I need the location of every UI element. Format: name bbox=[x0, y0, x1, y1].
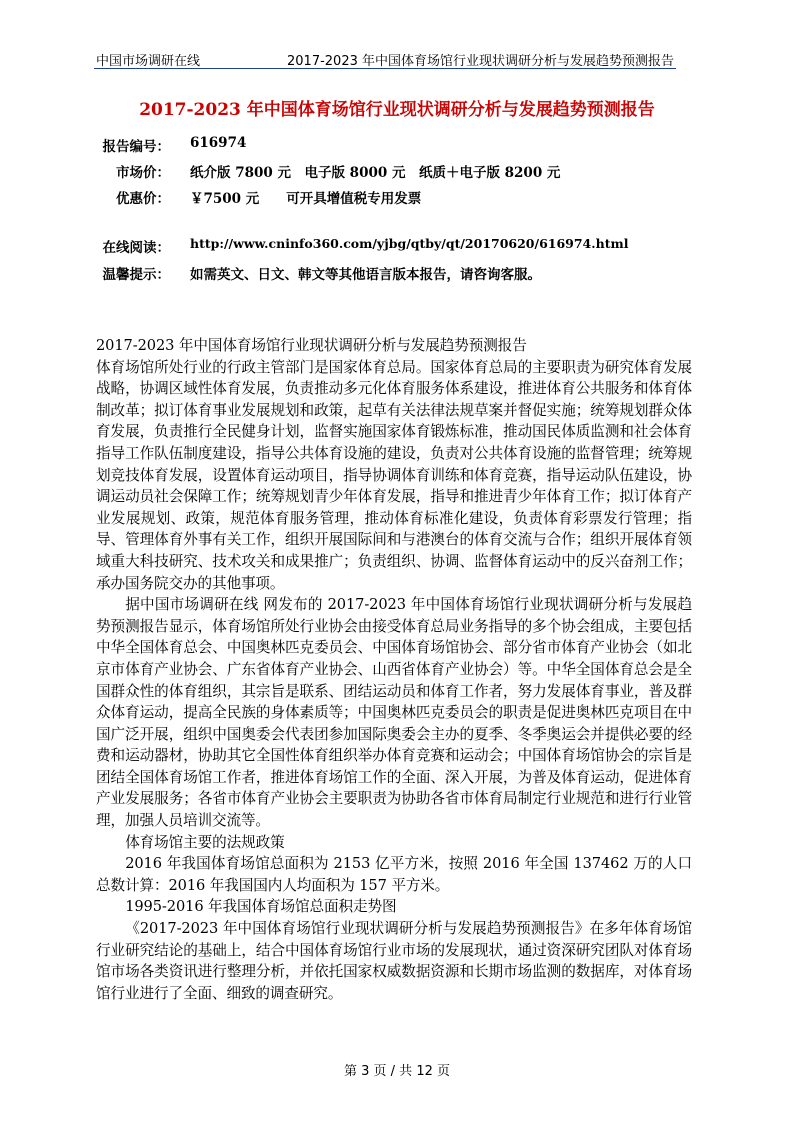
paragraph-area-stats: 2016 年我国体育场馆总面积为 2153 亿平方米，按照 2016 年全国 137462 万的人口总数计算：2016 年我国国内人均面积为 157 平方米。 bbox=[96, 855, 692, 894]
report-number-value: 616974 bbox=[190, 135, 247, 151]
header-rule bbox=[94, 68, 676, 69]
report-body bbox=[96, 335, 692, 1004]
body-heading: 2017-2023 年中国体育场馆行业现状调研分析与发展趋势预测报告 bbox=[96, 337, 527, 354]
tip-value: 如需英文、日文、韩文等其他语言版本报告，请咨询客服。 bbox=[190, 267, 541, 283]
report-number-label: 报告编号： bbox=[102, 139, 170, 155]
tip-label: 温馨提示： bbox=[102, 267, 170, 283]
online-read-link[interactable]: http://www.cninfo360.com/yjbg/qtby/qt/20170620/616974.html bbox=[190, 236, 629, 251]
header-report-title: 2017-2023 年中国体育场馆行业现状调研分析与发展趋势预测报告 bbox=[287, 54, 674, 69]
page-number: 第 3 页 / 共 12 页 bbox=[344, 1064, 450, 1079]
header-site-name: 中国市场调研在线 bbox=[96, 54, 201, 69]
paragraph-associations: 据中国市场调研在线 网发布的 2017-2023 年中国体育场馆行业现状调研分析与发展趋势预测报告显示，体育场馆所处行业协会由接受体育总局业务指导的多个协会组成，主要包括中华全国体育总会、中国奥林匹克委员会、中国体育场馆协会、部分省市体育产业协会（如北京市体育产业协会、广东省体育产业协会、山西省体育产业协会）等。中华全国体育总会是全国群众性的体育组织，其宗旨是联系、团结运动员和体育工作者，努力发展体育事业，普及群众体育运动，提高全民族的身体素质等；中国奥林匹克委员会的职责是促进奥林匹克项目在中国广泛开展，组织中国奥委会代表团参加国际奥委会主办的夏季、冬季奥运会并提供必要的经费和运动器材，协助其它全国性体育组织举办体育竞赛和运动会；中国体育场馆协会的宗旨是团结全国体育场馆工作者，推进体育场馆工作的全面、深入开展，为普及体育运动，促进体育产业发展服务；各省市体育产业协会主要职责为协助各省市体育局制定行业规范和进行行业管理，加强人员培训交流等。 bbox=[96, 596, 692, 830]
paragraph-summary: 《2017-2023 年中国体育场馆行业现状调研分析与发展趋势预测报告》在多年体育场馆行业研究结论的基础上，结合中国体育场馆行业市场的发展现状，通过资深研究团队对体育场馆市场各类资讯进行整理分析，并依托国家权威数据资源和长期市场监测的数据库，对体育场馆行业进行了全面、细致的调查研究。 bbox=[96, 920, 692, 1002]
paragraph-regulator: 体育场馆所处行业的行政主管部门是国家体育总局。国家体育总局的主要职责为研究体育发展战略，协调区域性体育发展，负责推动多元化体育服务体系建设，推进体育公共服务和体育体制改革；拟订体育事业发展规划和政策，起草有关法律法规草案并督促实施；统筹规划群众体育发展，负责推行全民健身计划，监督实施国家体育锻炼标准，推动国民体质监测和社会体育指导工作队伍制度建设，指导公共体育设施的建设，负责对公共体育设施的监督管理；统筹规划竞技体育发展，设置体育运动项目，指导协调体育训练和体育竞赛，指导运动队伍建设，协调运动员社会保障工作；统筹规划青少年体育发展，指导和推进青少年体育工作；拟订体育产业发展规划、政策，规范体育服务管理，推动体育标准化建设，负责体育彩票发行管理；指导、管理体育外事有关工作，组织开展国际间和与港澳台的体育交流与合作；组织开展体育领域重大科技研究、技术攻关和成果推广；负责组织、协调、监督体育运动中的反兴奋剂工作；承办国务院交办的其他事项。 bbox=[96, 358, 692, 592]
price-value: 纸介版 7800 元 电子版 8000 元 纸质＋电子版 8200 元 bbox=[190, 165, 561, 181]
discount-value: ￥7500 元 可开具增值税专用发票 bbox=[190, 191, 422, 207]
paragraph-policy-heading: 体育场馆主要的法规政策 bbox=[125, 833, 285, 851]
discount-label: 优惠价： bbox=[116, 191, 170, 207]
paragraph-chart-caption: 1995-2016 年我国体育场馆总面积走势图 bbox=[125, 898, 397, 916]
page-title: 2017-2023 年中国体育场馆行业现状调研分析与发展趋势预测报告 bbox=[139, 100, 655, 120]
price-label: 市场价： bbox=[116, 165, 170, 181]
online-read-label: 在线阅读： bbox=[102, 240, 170, 256]
